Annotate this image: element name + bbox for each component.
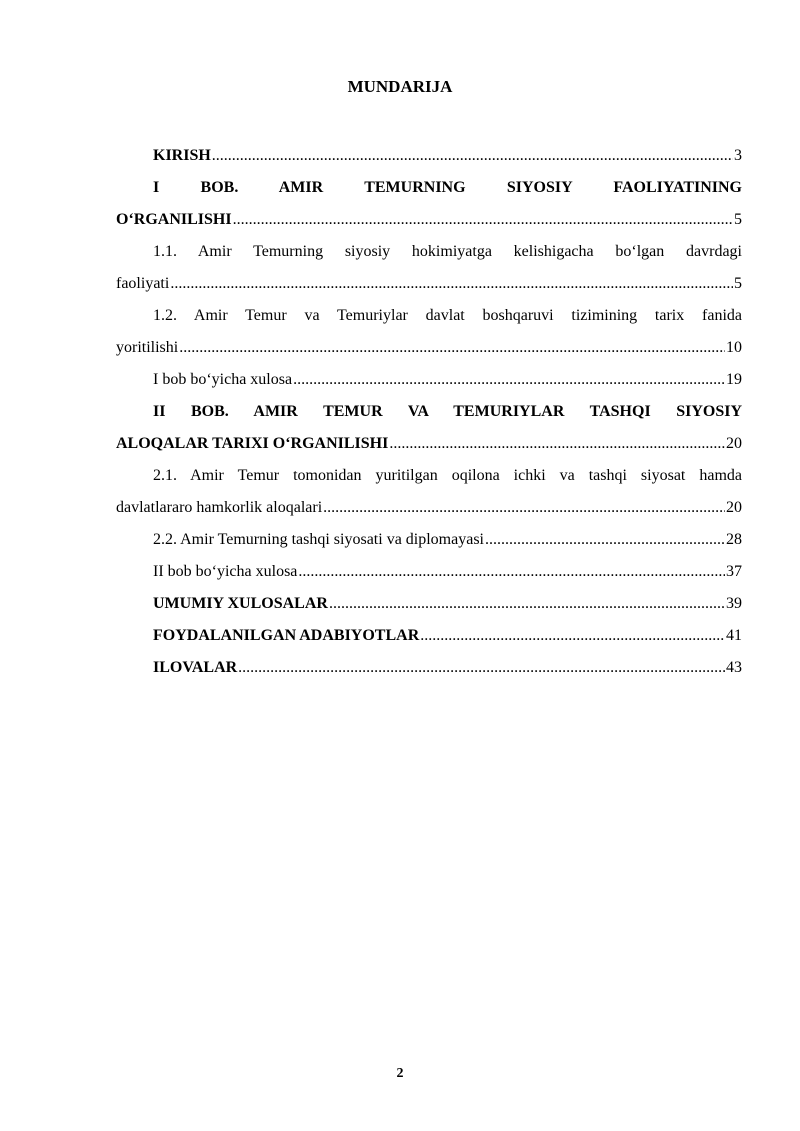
dot-leader	[212, 140, 733, 172]
dot-leader	[233, 204, 733, 236]
toc-entry-title: ILOVALAR	[153, 659, 238, 676]
toc-entry-title: UMUMIY XULOSALAR	[153, 595, 328, 612]
page-number: 2	[396, 1066, 404, 1081]
toc-entry-title: yoritilishi	[116, 339, 179, 356]
toc-entry-s12[interactable]	[116, 332, 742, 364]
toc-entry-bob1[interactable]	[116, 204, 742, 236]
toc-entry-title: ALOQALAR TARIXI O‘RGANILISHI	[116, 435, 389, 452]
toc-page-number: 28	[726, 531, 742, 548]
toc-page-number: 43	[726, 659, 742, 676]
toc-entry-title: 2.2. Amir Temurning tashqi siyosati va diplomayasi	[153, 531, 484, 548]
toc-entry-title: faoliyati	[116, 275, 170, 292]
toc-page-number: 19	[726, 371, 742, 388]
toc-entry-s21[interactable]	[116, 492, 742, 524]
toc-entry-kirish[interactable]	[116, 140, 742, 172]
toc-page-number: 37	[726, 563, 742, 580]
toc-entry-title: KIRISH	[153, 147, 211, 164]
toc-entry-title: II bob bo‘yicha xulosa	[153, 563, 298, 580]
toc-entry-umumiy[interactable]	[116, 588, 742, 620]
toc-page-number: 41	[726, 627, 742, 644]
table-of-contents	[116, 140, 742, 684]
toc-entry-xulosa1[interactable]	[116, 364, 742, 396]
toc-entry-title: I bob bo‘yicha xulosa	[153, 371, 293, 388]
dot-leader	[323, 492, 725, 524]
toc-entry-s12-line1[interactable]: 1.2. Amir Temur va Temuriylar davlat boshqaruvi tizimining tarix fanida	[153, 307, 742, 324]
toc-page-number: 20	[726, 435, 742, 452]
dot-leader	[170, 268, 733, 300]
toc-entry-s11-line1[interactable]: 1.1. Amir Temurning siyosiy hokimiyatga kelishigacha bo‘lgan davrdagi	[153, 243, 742, 260]
dot-leader	[179, 332, 725, 364]
toc-page-number: 39	[726, 595, 742, 612]
toc-page-number: 5	[734, 211, 742, 228]
toc-entry-bob1-line1[interactable]: I BOB. AMIR TEMURNING SIYOSIY FAOLIYATINING	[153, 179, 742, 196]
toc-page-number: 20	[726, 499, 742, 516]
toc-entry-xulosa2[interactable]	[116, 556, 742, 588]
toc-entry-s22[interactable]	[116, 524, 742, 556]
toc-page-number: 3	[734, 147, 742, 164]
dot-leader	[485, 524, 725, 556]
toc-entry-title: O‘RGANILISHI	[116, 211, 232, 228]
toc-entry-title: FOYDALANILGAN ADABIYOTLAR	[153, 627, 420, 644]
dot-leader	[238, 652, 725, 684]
dot-leader	[389, 428, 725, 460]
toc-entry-bob2[interactable]	[116, 428, 742, 460]
toc-page-number: 5	[734, 275, 742, 292]
dot-leader	[298, 556, 725, 588]
toc-page-number: 10	[726, 339, 742, 356]
toc-entry-s21-line1[interactable]: 2.1. Amir Temur tomonidan yuritilgan oqilona ichki va tashqi siyosat hamda	[153, 467, 742, 484]
toc-entry-ilovalar[interactable]	[116, 652, 742, 684]
toc-entry-title: davlatlararo hamkorlik aloqalari	[116, 499, 323, 516]
page-title: MUNDARIJA	[347, 77, 453, 96]
toc-entry-bob2-line1[interactable]: II BOB. AMIR TEMUR VA TEMURIYLAR TASHQI SIYOSIY	[153, 403, 742, 420]
dot-leader	[293, 364, 725, 396]
toc-entry-adabiyot[interactable]	[116, 620, 742, 652]
toc-entry-s11[interactable]	[116, 268, 742, 300]
dot-leader	[329, 588, 725, 620]
dot-leader	[420, 620, 725, 652]
